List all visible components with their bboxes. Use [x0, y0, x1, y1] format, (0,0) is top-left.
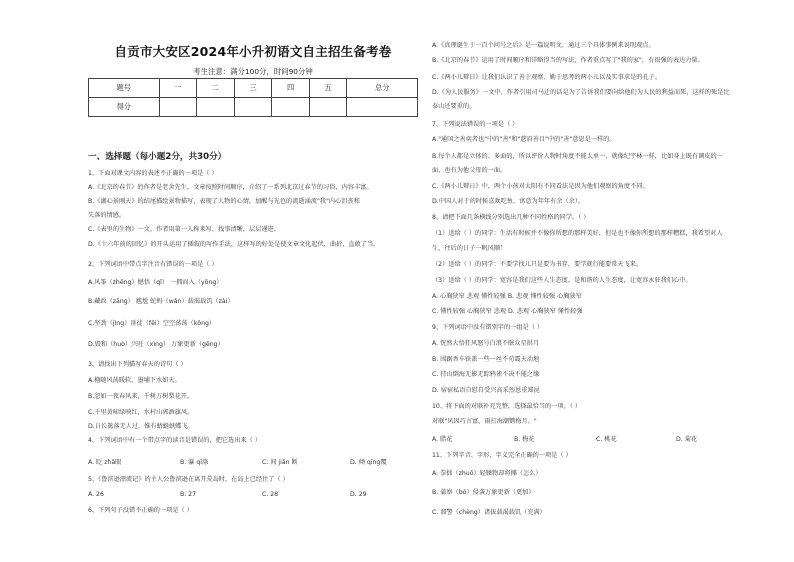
q10-option-b[interactable]: B. 梅花 [514, 436, 535, 443]
question-line: B.每个人都是立体的、多面的，所以评价人物时角度不能太单一，就像纪宇林一样，比如身上既有调皮的一 [432, 153, 723, 160]
question-line: C.坚劲（jìng）匪徒（fěi）空空荡荡（kōng） [88, 320, 216, 327]
question-line: 5、《鲁滨逊漂流记》的主人公鲁滨逊在离开荒岛时，在岛上已经住了（ ） [88, 476, 289, 483]
question-line: 失落的情感。 [88, 212, 126, 219]
q10-option-a[interactable]: A. 腊花 [432, 436, 453, 443]
q10-option-d[interactable]: D. 菊花 [676, 436, 698, 443]
question-line: B. 围踞香车铁盖一些一丝不苟震天动地 [432, 356, 540, 363]
question-line: D.日长篱落无人过，惟有蜻蜓蛱蝶飞。 [88, 423, 194, 430]
score-table-header-row [89, 79, 418, 98]
question-line: （1）送给（ ）的同学：生活有时候并不像你所想的那样美好，但是也不像你所想的那样糟糕，我希望对人 [432, 230, 723, 237]
question-line: 2、下列词语中带点字注音有错误的一项是（ ） [88, 261, 218, 268]
q5-option-a[interactable]: A. 26 [88, 491, 104, 498]
question-line: 7、下列说法错误的一项是（ ） [432, 121, 519, 128]
question-line: 生，往后的日子一帆风顺！ [432, 245, 507, 252]
question-line: 11、下列字音、字形、字义完全正确的一项是（ ） [432, 452, 572, 459]
score-cell: 五 [309, 79, 347, 98]
q4-option-d[interactable]: D. 倾 qīng覆 [350, 459, 387, 466]
question-line: 10、将下面的对联补充完整，选择最恰当的一项。（ ） [432, 403, 582, 410]
left-column [88, 0, 418, 562]
score-table [88, 78, 418, 117]
question-line: 面，也有为他父母的一面。 [432, 167, 507, 174]
question-line: B.藏政（zāng） 尴尬 蛇蚂（wǎn）载渴载饥（zài） [88, 298, 234, 305]
question-line: D.《十六年前的回忆》的开头运用了插叙的写作手法，这样写的好处是使文章文化起伏，曲折，直敢了当。 [88, 241, 380, 248]
question-line: B.《湖心景刚天》的结尾描绘景物描写，表现了人物的心情，加醒与光色的流逝涌流"我"内心沮丧和 [88, 198, 360, 205]
score-input-cell[interactable] [197, 98, 235, 117]
q5-option-b[interactable]: B. 27 [180, 491, 197, 498]
right-column [432, 0, 732, 562]
question-line: B. 蒲察（bó）侵袭万象更新（更加） [432, 489, 535, 496]
score-input-cell[interactable] [234, 98, 272, 117]
question-line: 3、请找出下列描写春天的诗句（ ） [88, 361, 187, 368]
q5-option-d[interactable]: D. 29 [350, 491, 367, 498]
question-line: D.毁和（huò）兴旺（xìng） 万象更新（gēng） [88, 341, 224, 348]
question-line: A."通国之善奕者也"中的"善"和"慈眉善目"中的"善"意思是一样的。 [432, 136, 616, 143]
score-cell: 一 [159, 79, 197, 98]
question-line: A. 恍然大悟狂风怒号白浪不眠众星拱月 [432, 340, 540, 347]
question-line: D.《为人民服务》一文中，作者引用司马迁的话是为了告诉我们要向给他们为人民的利益而死，这样的死是比 [432, 89, 730, 96]
question-line: B.《北京的春节》运用了时间顺序和详略得当的写法，作者重点写了"我的家"，有很强的表达力量。 [432, 57, 704, 64]
score-table-score-row [89, 98, 418, 117]
score-cell: 题号 [89, 79, 160, 98]
score-cell: 三 [234, 79, 272, 98]
question-line: A.风筝（zhēng）憾悟（qǐ） 一拥而入（yōng） [88, 279, 223, 286]
question-line: C. 溜警（chèng）诸拔载渴载饥（充满） [432, 509, 546, 516]
q5-option-c[interactable]: C. 28 [262, 491, 279, 498]
question-line: A.《真理诞生于一百个问号之后》是一篇说明文，通过三个具体事例来说明观点。 [432, 42, 655, 49]
question-line: （2）送给（ ）的同学：不要学找儿只是要为书存，要学就行能要常天飞来。 [432, 261, 643, 268]
question-line: D. 宿宿私语自慰自受兴高采烈恩重郑昆 [432, 387, 540, 394]
question-line: 6、下列句子没错不正确的一项是（ ） [88, 507, 193, 514]
score-input-cell[interactable] [159, 98, 197, 117]
score-cell: 二 [197, 79, 235, 98]
score-input-cell[interactable] [272, 98, 310, 117]
question-line: 4、下列词语中有一个带点字的读音是错误的，把它选出来（ ） [88, 437, 261, 444]
score-input-cell[interactable] [347, 98, 418, 117]
q4-option-a[interactable]: A. 眨 zhǎ眼 [88, 459, 122, 466]
question-line: C.千里黄啼绿映红，水村山郭酒旗风。 [88, 409, 194, 416]
exam-title: 自贡市大安区2024年小升初语文自主招生备考卷 [114, 44, 392, 59]
section-heading: 一、选择题（每小题2分，共30分） [88, 152, 227, 162]
question-line: 对联"风因巧言富，雨打海潮鹦梅月。" [432, 418, 537, 425]
question-line: A. 心胸狭窄 悲观 懂性较强 B. 悲观 懂性较强 心胸狭窄 [432, 293, 582, 300]
question-line: C.《两小儿辩日》中，两个小孩对太阳有不同看法是因为他们观察的角度不同。 [432, 183, 649, 190]
q4-option-c[interactable]: C. 间 jiān 断 [262, 459, 298, 466]
q4-option-b[interactable]: B. 瀑 qī涤 [180, 459, 209, 466]
question-line: A.櫓随风荡暖软，墨埔下水如天。 [88, 377, 181, 384]
score-cell: 总分 [347, 79, 418, 98]
question-line: 泰山还要重的。 [432, 103, 476, 110]
question-line: （3）送给（ ）的同学：宽容是我们这些人生态度，是和谐的人生态度，让宽容永驻我们心中。 [432, 277, 692, 284]
question-line: A.《北京的春节》的作者是老舍先生，文章按照时间顺序，介绍了一系列北京过春节的习俗，内容丰富。 [88, 184, 373, 191]
q10-option-c[interactable]: C. 桃花 [596, 436, 617, 443]
question-line: C.《两小儿辩日》让我们认识了善于观察、勤于思考的两小儿以及实事求是的孔子。 [432, 74, 662, 81]
score-cell: 得分 [89, 98, 160, 117]
question-line: A. 拳拙（zhuō）轻臊物却将揶（怎么） [432, 470, 542, 477]
question-line: C. 懂性较强 心胸狭窄 悲观 D. 悲观 心胸狭窄 懂性较强 [432, 308, 583, 315]
question-line: 9、下列词语中没有错别字的一组是（ ） [432, 324, 544, 331]
score-cell: 四 [272, 79, 310, 98]
question-line: C.《表里的生物》一文，作者用第一人称来写，找事清晰，层层递进。 [88, 226, 280, 233]
question-line: C. 持山倒海无影无踪鸦雀不决不能之缘 [432, 371, 540, 378]
question-line: 8、请把下面几条横线分别选出几种不同性格的同学。（ ） [432, 214, 590, 221]
question-line: 1、下面对课文内容的表述不正确的一项是（ ） [88, 170, 218, 177]
exam-notice: 考生注意：满分100分，时间90分钟 [193, 67, 313, 76]
question-line: B.忽如一夜春风来，千树万树梨花开。 [88, 393, 194, 400]
score-input-cell[interactable] [309, 98, 347, 117]
question-line: D.中国人对于的时候喜欢吃鱼，寓意为年年有余（余）。 [432, 198, 585, 205]
